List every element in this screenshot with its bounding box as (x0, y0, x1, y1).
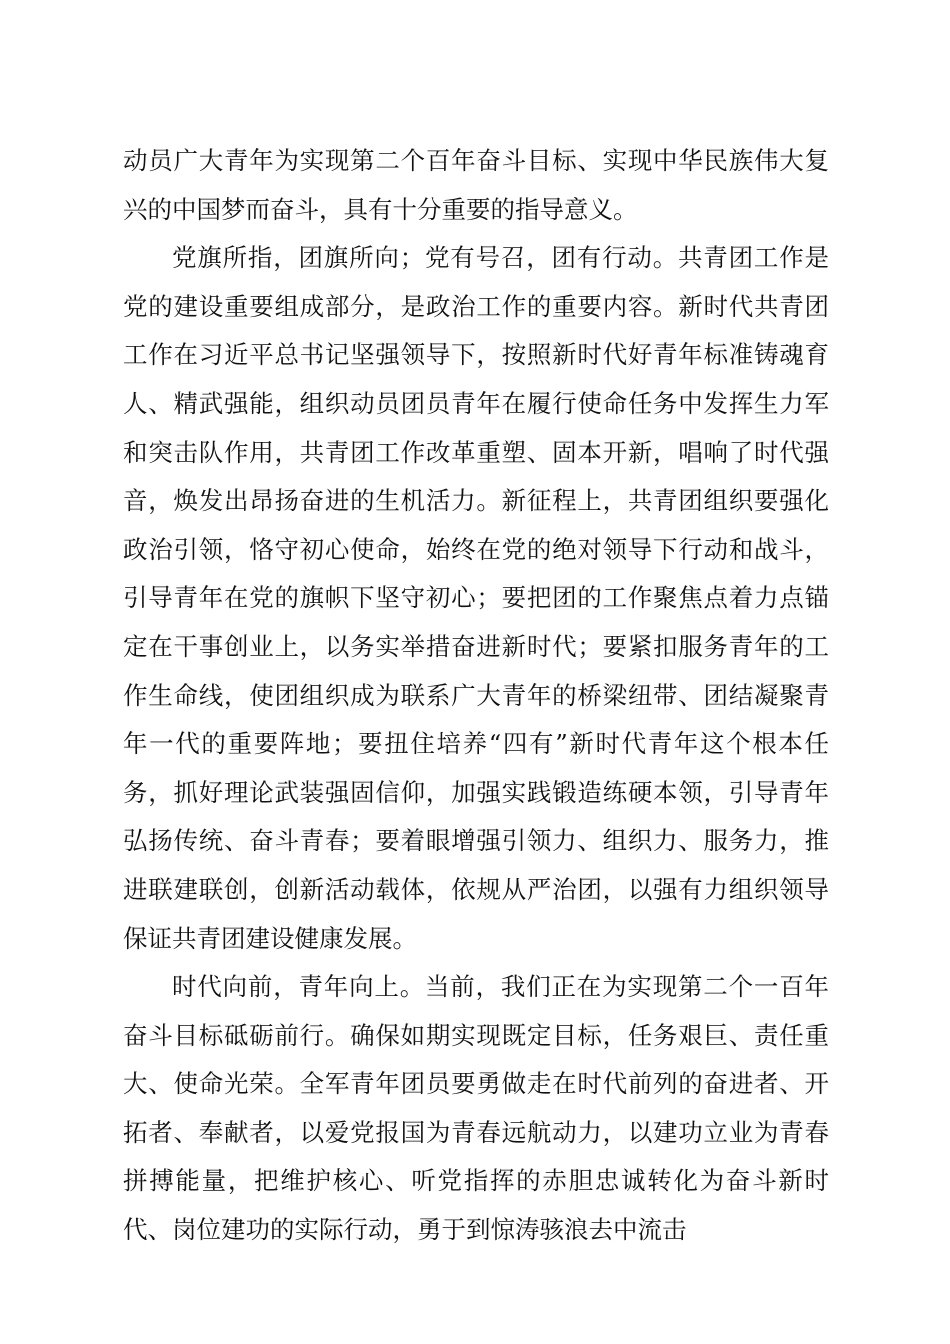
paragraph-3: 时代向前，青年向上。当前，我们正在为实现第二个一百年奋斗目标砥砺前行。确保如期实现既定目标，任务艰巨、责任重大、使命光荣。全军青年团员要勇做走在时代前列的奋进者、开拓者、奉献者，以爱党报国为青春远航动力，以建功立业为青春拼搏能量，把维护核心、听党指挥的赤胆忠诚转化为奋斗新时代、岗位建功的实际行动，勇于到惊涛骇浪去中流击 (123, 972, 829, 1245)
document-body (123, 137, 829, 1255)
paragraph-2: 党旗所指，团旗所向；党有号召，团有行动。共青团工作是党的建设重要组成部分，是政治工作的重要内容。新时代共青团工作在习近平总书记坚强领导下，按照新时代好青年标准铸魂育人、精武强能，组织动员团员青年在履行使命任务中发挥生力军和突击队作用，共青团工作改革重塑、固本开新，唱响了时代强音，焕发出昂扬奋进的生机活力。新征程上，共青团组织要强化政治引领，恪守初心使命，始终在党的绝对领导下行动和战斗，引导青年在党的旗帜下坚守初心；要把团的工作聚焦点着力点锚定在干事创业上，以务实举措奋进新时代；要紧扣服务青年的工作生命线，使团组织成为联系广大青年的桥梁纽带、团结凝聚青年一代的重要阵地；要扭住培养“四有”新时代青年这个根本任务，抓好理论武装强固信仰，加强实践锻造练硬本领，引导青年弘扬传统、奋斗青春；要着眼增强引领力、组织力、服务力，推进联建联创，创新活动载体，依规从严治团，以强有力组织领导保证共青团建设健康发展。 (123, 243, 829, 953)
paragraph-1: 动员广大青年为实现第二个百年奋斗目标、实现中华民族伟大复兴的中国梦而奋斗，具有十分重要的指导意义。 (123, 146, 829, 224)
